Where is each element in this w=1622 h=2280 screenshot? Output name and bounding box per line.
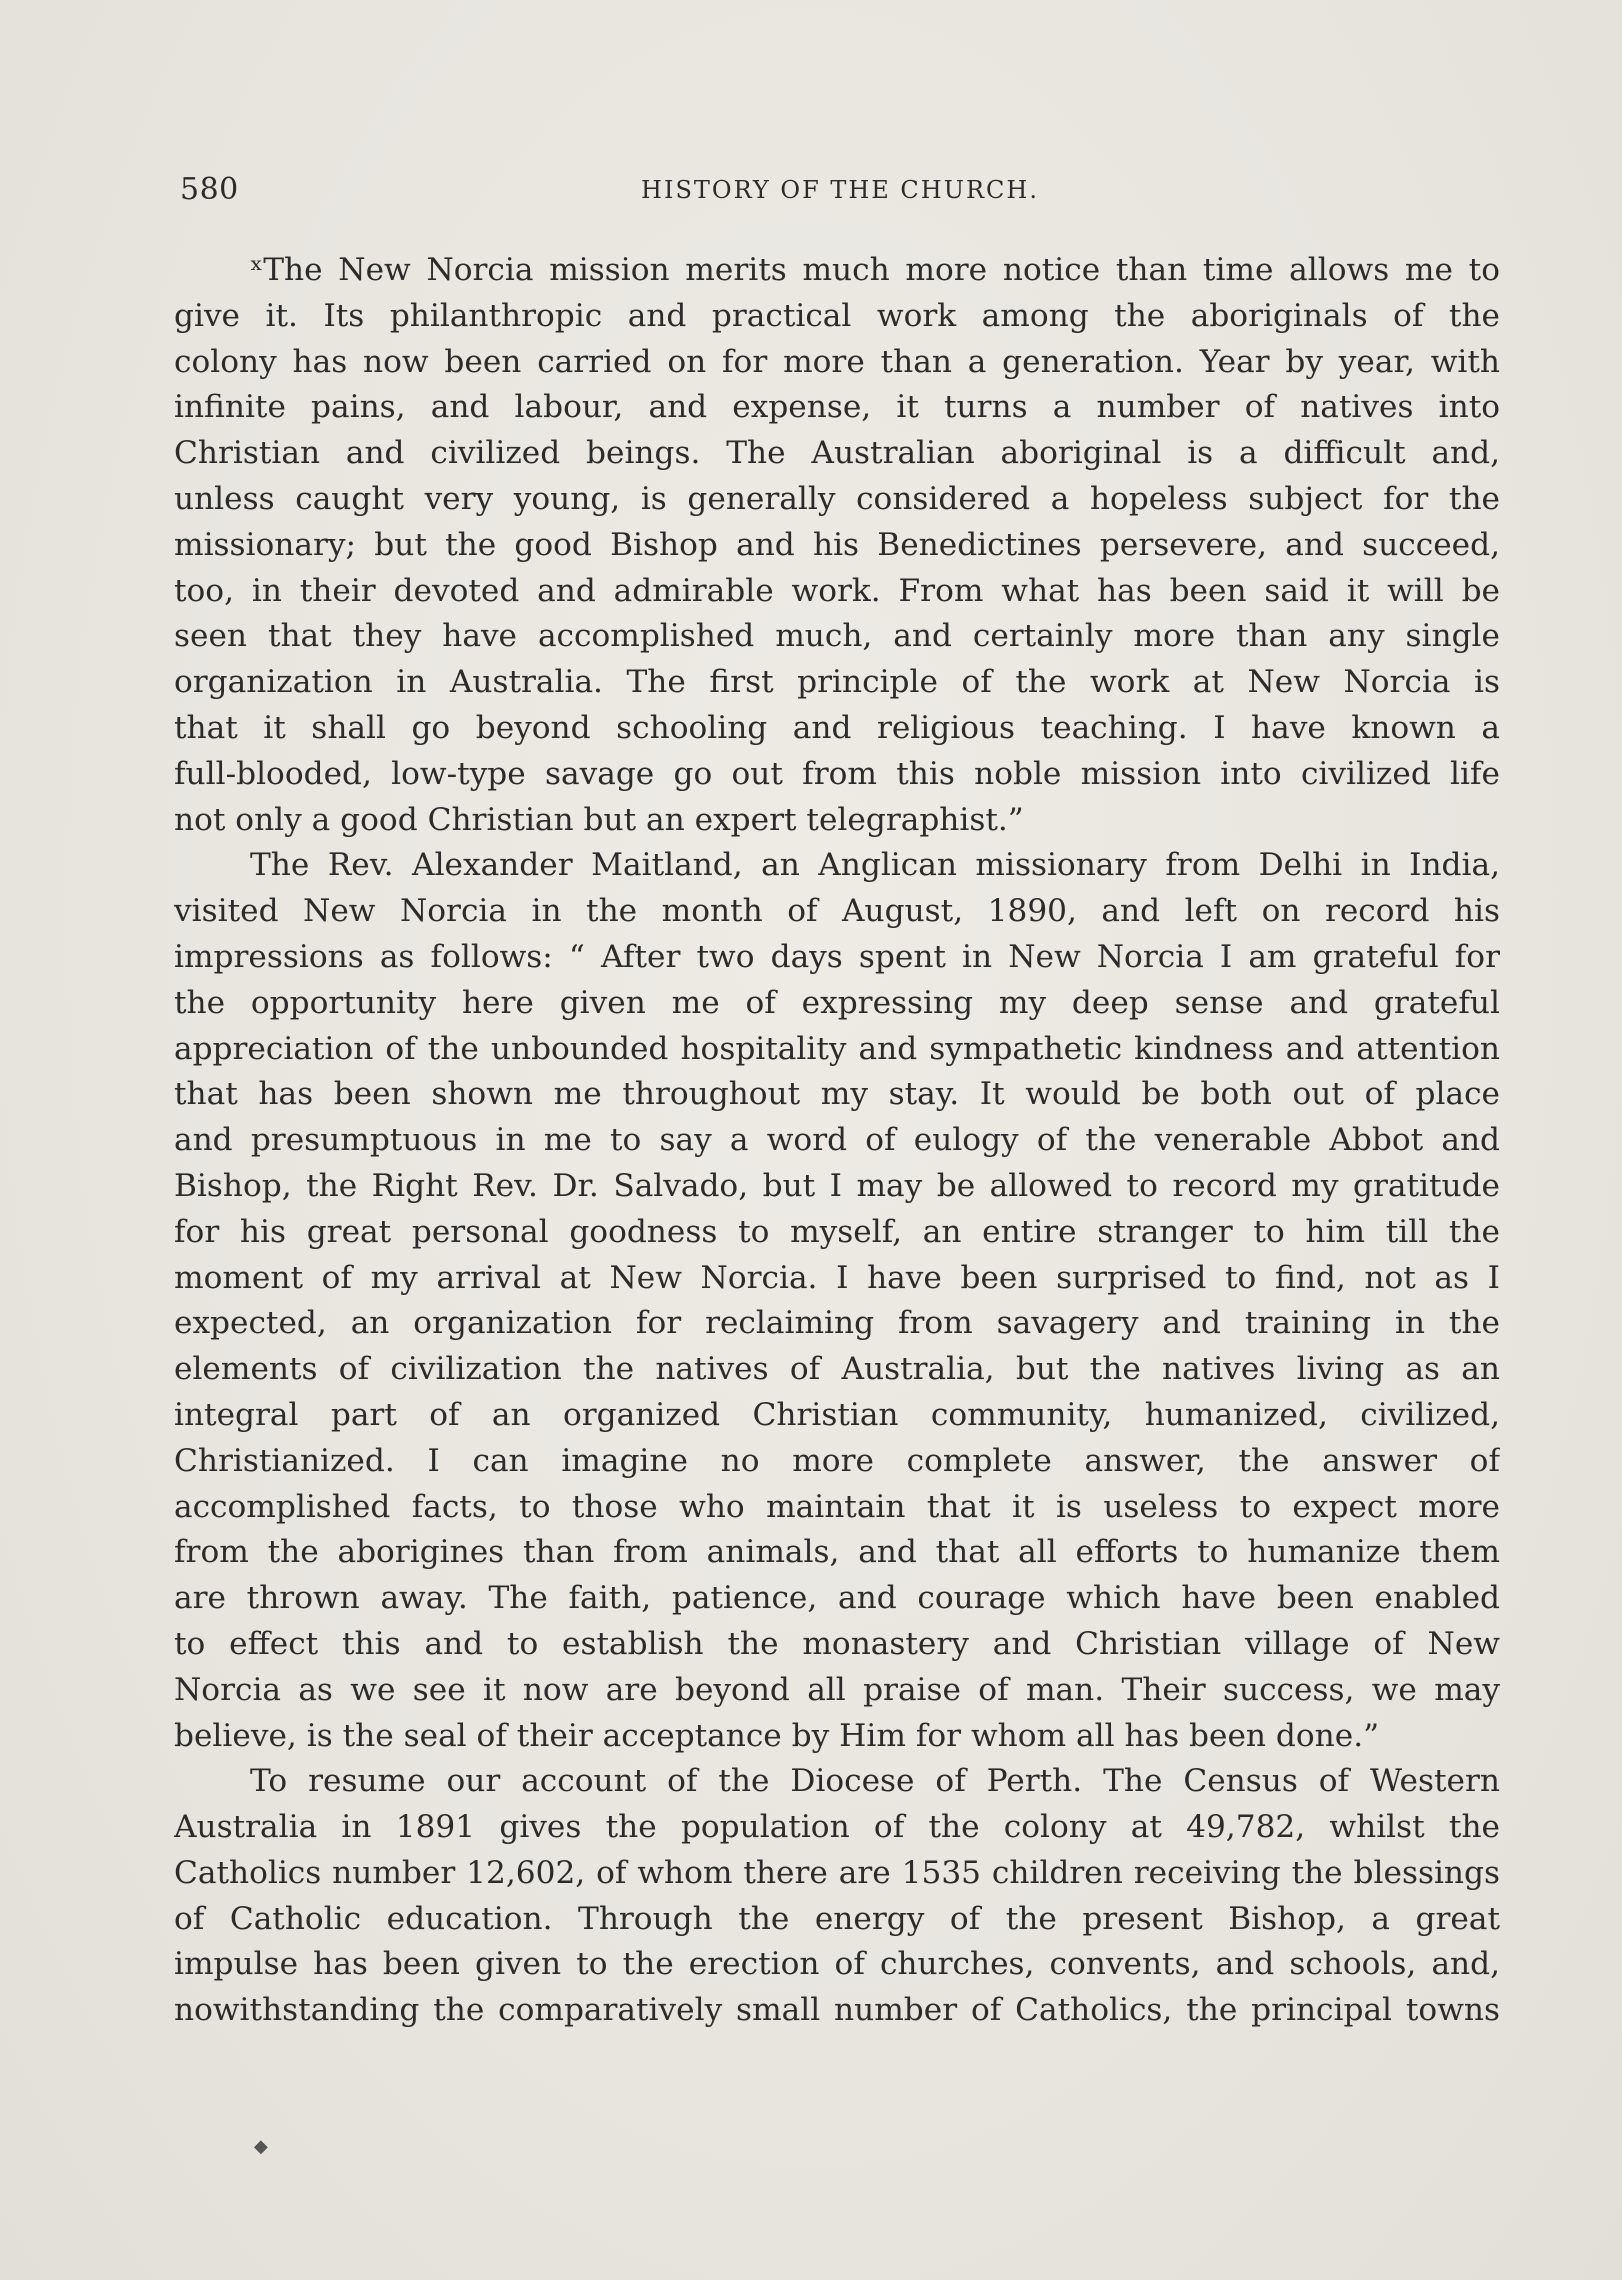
text-line: of Catholic education. Through the energy of the present Bishop, a great (174, 1900, 1500, 1937)
text-line: Catholics number 12,602, of whom there are 1535 children receiving the blessings (174, 1854, 1500, 1891)
text-line: Bishop, the Right Rev. Dr. Salvado, but I may be allowed to record my gratitude (174, 1167, 1500, 1204)
text-line: impulse has been given to the erection of churches, convents, and schools, and, (174, 1946, 1500, 1983)
text-line: The Rev. Alexander Maitland, an Anglican missionary from Delhi in India, (250, 847, 1500, 884)
text-line: give it. Its philanthropic and practical work among the aboriginals of the (174, 297, 1500, 334)
text-line: that it shall go beyond schooling and religious teaching. I have known a (174, 709, 1500, 746)
text-line: are thrown away. The faith, patience, and courage which have been enabled (174, 1580, 1500, 1617)
text-line: expected, an organization for reclaiming from savagery and training in the (174, 1305, 1500, 1342)
text-line: To resume our account of the Diocese of Perth. The Census of Western (250, 1763, 1500, 1800)
text-line: not only a good Christian but an expert telegraphist.” (174, 801, 1024, 838)
ink-speck-mark: ◆ (254, 2136, 268, 2157)
text-line: the opportunity here given me of expressing my deep sense and grateful (174, 984, 1500, 1021)
text-line: moment of my arrival at New Norcia. I have been surprised to find, not as I (174, 1259, 1500, 1296)
text-line: elements of civilization the natives of Australia, but the natives living as an (174, 1351, 1500, 1388)
text-line: Norcia as we see it now are beyond all praise of man. Their success, we may (174, 1671, 1500, 1708)
text-line: too, in their devoted and admirable work. From what has been said it will be (174, 572, 1500, 609)
text-line: from the aborigines than from animals, and that all efforts to humanize them (174, 1534, 1500, 1571)
text-line: that has been shown me throughout my stay. It would be both out of place (174, 1076, 1500, 1113)
text-line: infinite pains, and labour, and expense, it turns a number of natives into (174, 389, 1500, 426)
page-header (180, 172, 1500, 212)
text-line: to effect this and to establish the monastery and Christian village of New (174, 1625, 1500, 1662)
text-line: impressions as follows: “ After two days spent in New Norcia I am grateful for (174, 938, 1500, 975)
text-line: appreciation of the unbounded hospitality and sympathetic kindness and attention (174, 1030, 1500, 1067)
running-head: HISTORY OF THE CHURCH. (641, 176, 1039, 204)
text-line: accomplished facts, to those who maintain that it is useless to expect more (174, 1488, 1500, 1525)
text-line: for his great personal goodness to myself, an entire stranger to him till the (174, 1213, 1500, 1250)
text-line: missionary; but the good Bishop and his Benedictines persevere, and succeed, (174, 526, 1500, 563)
text-line: Australia in 1891 gives the population of the colony at 49,782, whilst the (174, 1809, 1500, 1846)
text-line: ˣThe New Norcia mission merits much more notice than time allows me to (250, 252, 1500, 288)
text-line: nowithstanding the comparatively small number of Catholics, the principal towns (174, 1992, 1500, 2029)
text-line: Christianized. I can imagine no more complete answer, the answer of (174, 1442, 1500, 1479)
text-line: seen that they have accomplished much, and certainly more than any single (174, 618, 1500, 655)
text-line: believe, is the seal of their acceptance by Him for whom all has been done.” (174, 1717, 1380, 1754)
body-text (174, 248, 1500, 2034)
text-line: and presumptuous in me to say a word of eulogy of the venerable Abbot and (174, 1122, 1500, 1159)
text-line: organization in Australia. The first principle of the work at New Norcia is (174, 664, 1500, 701)
page-number: 580 (180, 172, 239, 207)
text-line: visited New Norcia in the month of August, 1890, and left on record his (174, 893, 1500, 930)
text-line: full-blooded, low-type savage go out from this noble mission into civilized life (174, 755, 1500, 792)
text-line: colony has now been carried on for more than a generation. Year by year, with (174, 343, 1500, 380)
text-line: unless caught very young, is generally considered a hopeless subject for the (174, 480, 1500, 517)
text-line: Christian and civilized beings. The Australian aboriginal is a difficult and, (174, 435, 1500, 472)
text-line: integral part of an organized Christian community, humanized, civilized, (174, 1396, 1500, 1433)
